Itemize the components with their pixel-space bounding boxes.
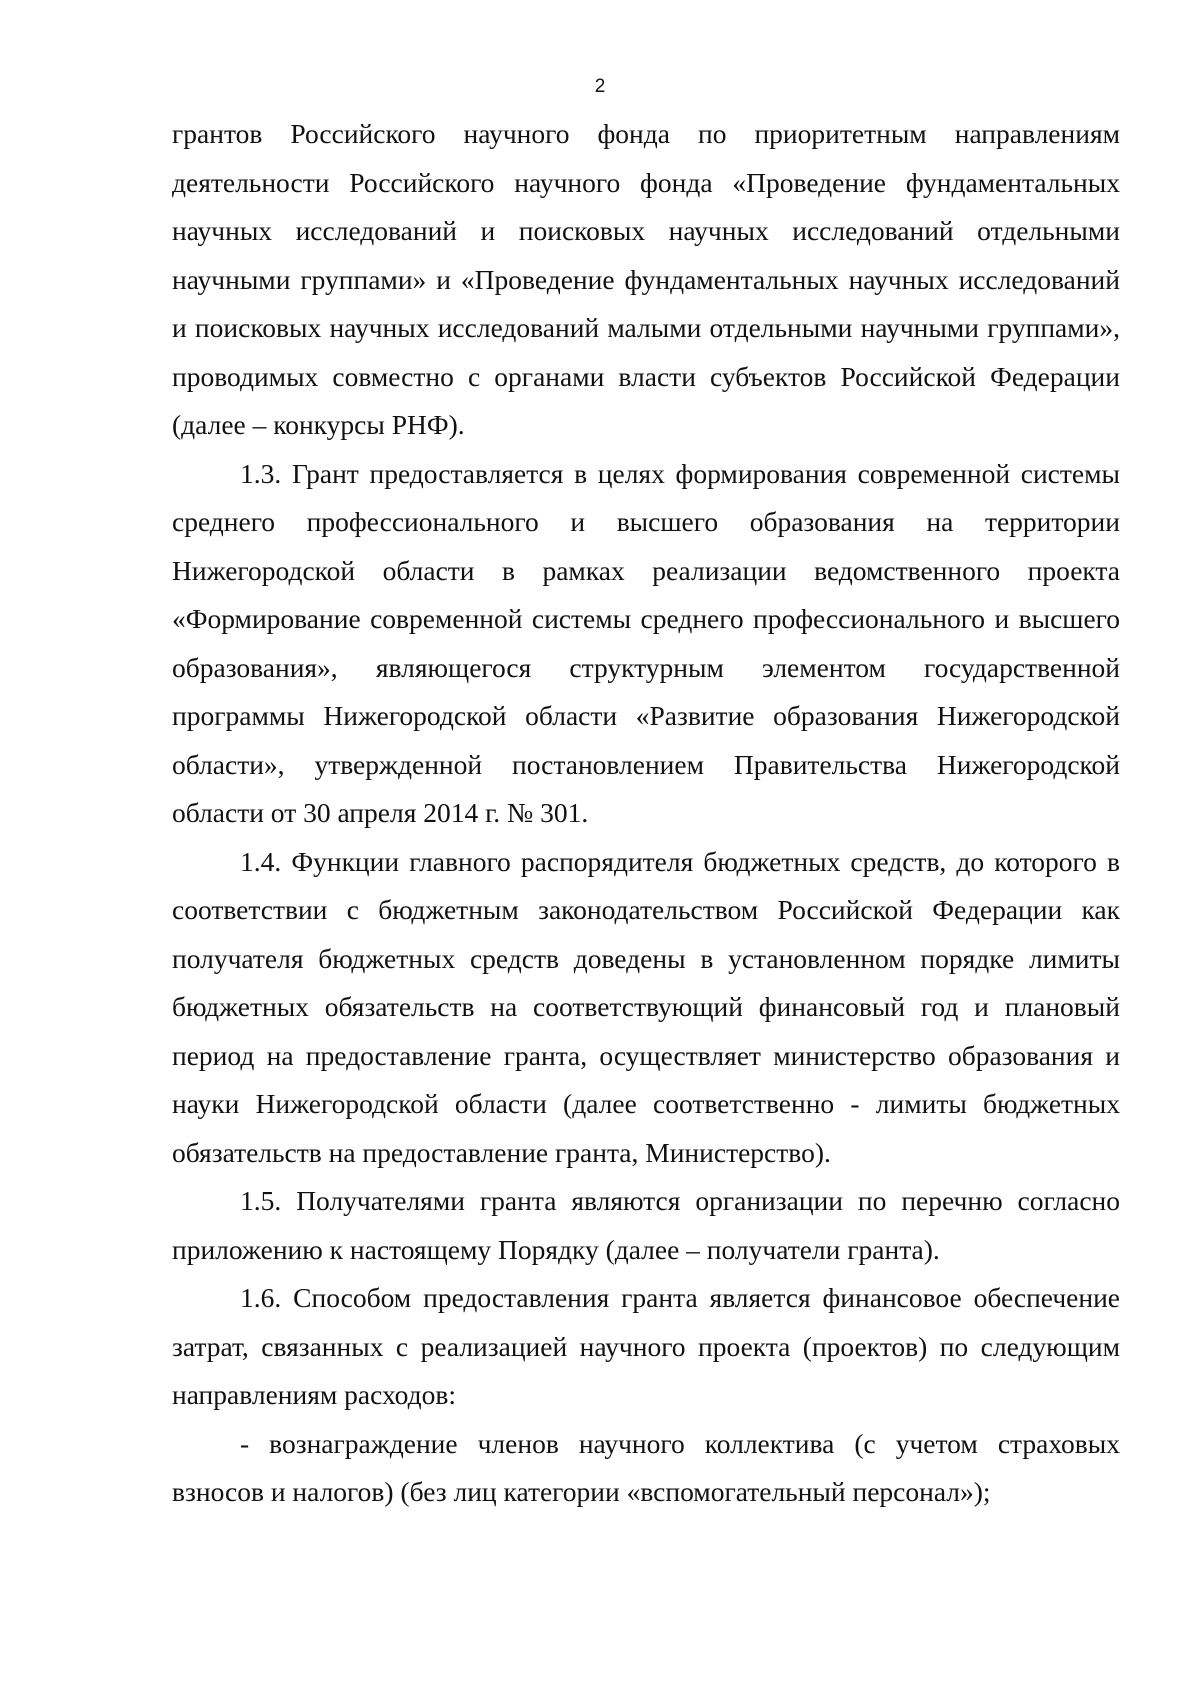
document-body bbox=[172, 110, 1120, 1517]
paragraph-1-4-budget-manager: 1.4. Функции главного распорядителя бюджетных средств, до которого в соответствии с бюджетным законодательством Российской Федерации как получателя бюджетных средств доведены в установленном порядке лимиты бюджетных обязательств на соответствующий финансовый год и плановый период на предоставление гранта, осуществляет министерство образования и науки Нижегородской области (далее соответственно - лимиты бюджетных обязательств на предоставление гранта, Министерство). bbox=[172, 845, 1120, 1168]
paragraph-1-6-grant-method: 1.6. Способом предоставления гранта является финансовое обеспечение затрат, связанных с реализацией научного проекта (проектов) по следующим направлениям расходов: bbox=[172, 1282, 1120, 1410]
paragraph-1-5-grant-recipients: 1.5. Получателями гранта являются организации по перечню согласно приложению к настоящему Порядку (далее – получатели гранта). bbox=[172, 1185, 1120, 1265]
page-number: 2 bbox=[594, 76, 606, 97]
paragraph-rnf-competitions: грантов Российского научного фонда по приоритетным направлениям деятельности Российского научного фонда «Проведение фундаментальных научных исследований и поисковых научных исследований отдельными научными группами» и «Проведение фундаментальных научных исследований и поисковых научных исследований малыми отдельными научными группами», проводимых совместно с органами власти субъектов Российской Федерации (далее – конкурсы РНФ). bbox=[172, 118, 1120, 440]
paragraph-1-3-grant-purpose: 1.3. Грант предоставляется в целях формирования современной системы среднего профессионального и высшего образования на территории Нижегородской области в рамках реализации ведомственного проекта «Формирование современной системы среднего профессионального и высшего образования», являющегося структурным элементом государственной программы Нижегородской области «Развитие образования Нижегородской области», утвержденной постановлением Правительства Нижегородской области от 30 апреля 2014 г. № 301. bbox=[172, 457, 1120, 828]
paragraph-expense-remuneration: - вознаграждение членов научного коллектива (с учетом страховых взносов и налогов) (без лиц категории «вспомогательный персонал»); bbox=[172, 1427, 1120, 1507]
